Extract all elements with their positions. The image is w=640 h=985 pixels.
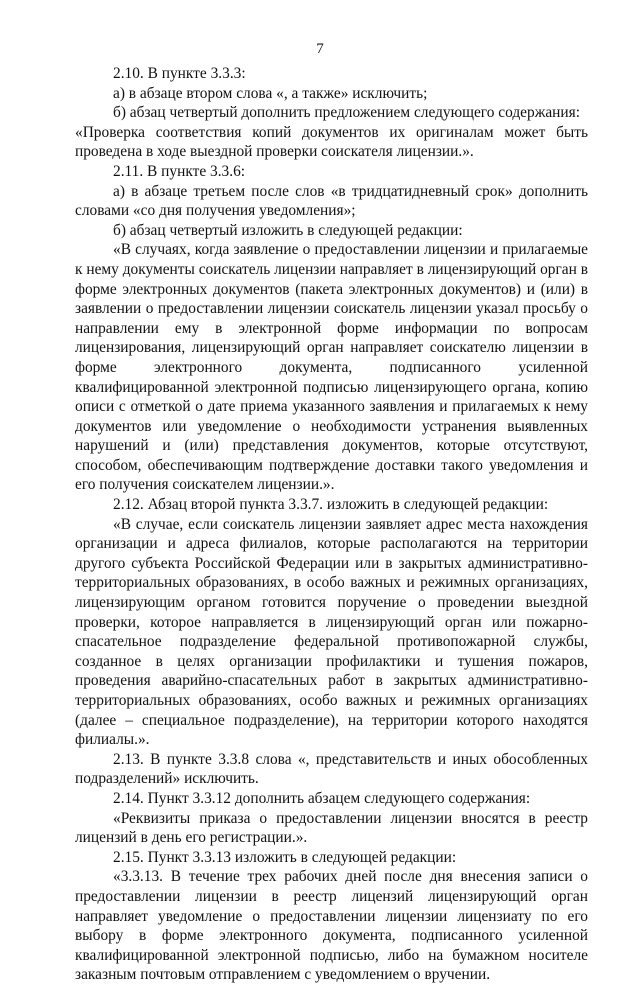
paragraph-2-15: 2.15. Пункт 3.3.13 изложить в следующей редакции: <box>113 848 457 866</box>
paragraph-2-13: 2.13. В пункте 3.3.8 слова «, представительств и иных обособленных подразделений» исключить. <box>75 750 588 788</box>
paragraph-2-10-quote: «Проверка соответствия копий документов их оригиналам может быть проведена в ходе выездной проверки соискателя лицензии.». <box>75 123 588 161</box>
paragraph-2-14-quote: «Реквизиты приказа о предоставлении лицензии вносятся в реестр лицензий в день его регистрации.». <box>75 809 588 847</box>
paragraph-2-11-quote: «В случаях, когда заявление о предоставлении лицензии и прилагаемые к нему документы соискатель лицензии направляет в лицензирующий орган в форме электронных документов (пакета электронных документов) и (или) в заявлении о предоставлении лицензии соискатель лицензии указал просьбу о направлении ему в электронной форме информации по вопросам лицензирования, лицензирующий орган направляет соискателю лицензии в форме электронного документа, подписанного усиленной квалифицированной электронной подписью лицензирующего органа, копию описи с отметкой о дате приема указанного заявления и прилагаемых к нему документов или уведомление о необходимости устранения выявленных нарушений и (или) представления документов, которые отсутствуют, способом, обеспечивающим подтверждение доставки такого уведомления и его получения соискателем лицензии.». <box>75 241 588 494</box>
document-body <box>75 64 588 985</box>
paragraph-2-12-quote: «В случае, если соискатель лицензии заявляет адрес места нахождения организации и адреса филиалов, которые располагаются на территории другого субъекта Российской Федерации или в закрытых административно-территориальных образованиях, в особо важных и режимных организациях, лицензирующим органом готовится поручение о проведении выездной проверки, которое направляется в лицензирующий орган или пожарно-спасательное подразделение федеральной противопожарной службы, созданное в целях организации профилактики и тушения пожаров, проведения аварийно-спасательных работ в закрытых административно-территориальных образованиях, особо важных и режимных организациях (далее – специальное подразделение), на территории которого находятся филиалы.». <box>75 515 588 749</box>
paragraph-2-10-a: а) в абзаце втором слова «, а также» исключить; <box>113 84 428 102</box>
paragraph-2-10-b: б) абзац четвертый дополнить предложением следующего содержания: <box>113 104 580 122</box>
paragraph-2-11-a: а) в абзаце третьем после слов «в тридцатидневный срок» дополнить словами «со дня получения уведомления»; <box>75 182 588 220</box>
paragraph-2-12: 2.12. Абзац второй пункта 3.3.7. изложить в следующей редакции: <box>113 496 549 514</box>
page-number: 7 <box>316 41 324 57</box>
paragraph-2-10: 2.10. В пункте 3.3.3: <box>113 65 246 82</box>
paragraph-2-15-quote: «3.3.13. В течение трех рабочих дней после дня внесения записи о предоставлении лицензии в реестр лицензий лицензирующий орган направляет уведомление о предоставлении лицензии лицензиату по его выбору в форме электронного документа, подписанного усиленной квалифицированной электронной подписью, либо на бумажном носителе заказным почтовым отправлением с уведомлением о вручении. <box>75 868 588 984</box>
paragraph-2-14: 2.14. Пункт 3.3.12 дополнить абзацем следующего содержания: <box>113 789 531 807</box>
paragraph-2-11-b: б) абзац четвертый изложить в следующей редакции: <box>113 221 463 239</box>
paragraph-2-11: 2.11. В пункте 3.3.6: <box>113 162 246 180</box>
